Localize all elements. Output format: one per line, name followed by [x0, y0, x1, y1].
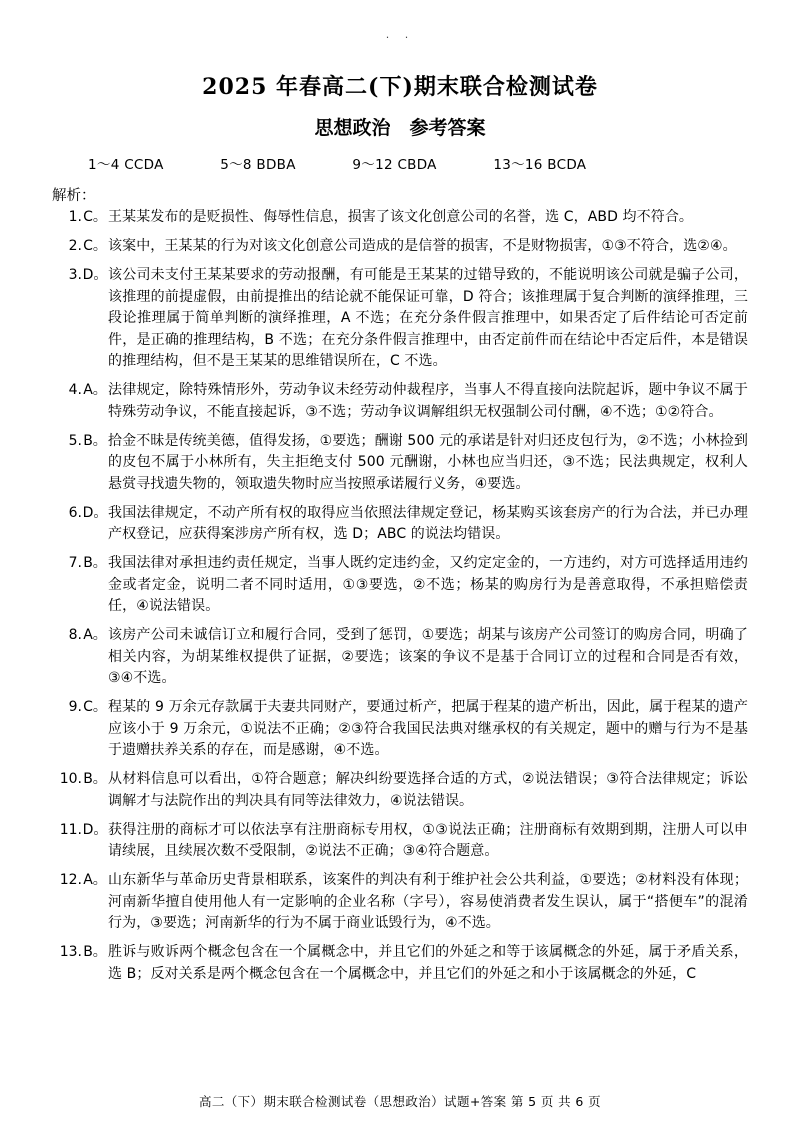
item-answer: D。	[82, 504, 108, 521]
page-corner-marks: . .	[385, 28, 415, 41]
answer-key-group	[220, 153, 296, 173]
item-answer: A。	[83, 627, 107, 643]
analysis-item	[52, 207, 748, 229]
analysis-item	[52, 265, 748, 373]
item-explanation: 该公司未支付王某某要求的劳动报酬，有可能是王某某的过错导致的，不能说明该公司就是骗子公司，该推理的前提虚假，由前提推出的结论就不能保证可靠，D 符合；该推理属于复合判断的演绎推理，三段论推理属于简单判断的演绎推理，A 不选；在充分条件假言推理中，如果否定了后件结论可否定前件，是正确的推理结构，B 不选；在充分条件假言推理中，由否定前件而在结论中否定后件，本是错误的推理结构，但不是王某某的思维错误所在，C 不选。	[108, 267, 748, 369]
item-number: 1.	[68, 209, 82, 225]
analysis-item	[52, 380, 748, 423]
item-number: 3.	[68, 267, 82, 283]
item-answer: C。	[83, 238, 107, 254]
item-explanation: 我国法律对承担违约责任规定，当事人既约定违约金，又约定定金的，一方违约，对方可选择适用违约金或者定金，说明二者不同时适用，①③要选，②不选；杨某的购房行为是善意取得，不承担赔偿责任，④说法错误。	[108, 555, 748, 614]
item-explanation: 获得注册的商标才可以依法享有注册商标专用权，①③说法正确；注册商标有效期到期，注册人可以申请续展，且续展次数不受限制，②说法不正确；③④符合题意。	[108, 821, 748, 859]
item-number: 11.	[59, 821, 82, 838]
item-explanation: 该房产公司未诚信订立和履行合同，受到了惩罚，①要选；胡某与该房产公司签订的购房合同，明确了相关内容，为胡某维权提供了证据，②要选；该案的争议不是基于合同订立的过程和合同是否有效，③④不选。	[108, 627, 748, 686]
item-explanation: 该案中，王某某的行为对该文化创意公司造成的是信誉的损害，不是财物损害，①③不符合，选②④。	[108, 238, 737, 254]
item-number: 6.	[68, 504, 82, 521]
item-explanation: 山东新华与革命历史背景相联系，该案件的判决有利于维护社会公共利益，①要选；②材料没有体现；河南新华擅自使用他人有一定影响的企业名称（字号），容易使消费者发生误认，属于“搭便车”的混淆行为，③要选；河南新华的行为不属于商业诋毁行为，④不选。	[108, 872, 748, 931]
page-subtitle: 思想政治 参考答案	[314, 117, 486, 139]
analysis-item-list	[52, 207, 748, 985]
answer-key-range: 13～16	[493, 157, 543, 173]
answer-key-group	[352, 153, 436, 173]
answer-key-answers: BDBA	[256, 157, 296, 173]
answer-key-answers: CCDA	[124, 157, 164, 173]
item-number: 13.	[59, 944, 82, 960]
item-number: 2.	[68, 238, 82, 254]
page-title: 2025 年春高二(下)期末联合检测试卷	[202, 74, 598, 100]
item-number: 5.	[68, 432, 82, 449]
answer-key-range: 5～8	[220, 157, 252, 173]
analysis-item	[52, 431, 748, 496]
page-footer: 高二（下）期末联合检测试卷（思想政治）试题+答案 第 5 页 共 6 页	[198, 1094, 602, 1109]
analysis-item	[52, 625, 748, 690]
analysis-section-label: 解析：	[52, 188, 96, 204]
item-answer: B。	[83, 555, 107, 571]
item-explanation: 法律规定，除特殊情形外，劳动争议未经劳动仲裁程序，当事人不得直接向法院起诉，题中争议不属于特殊劳动争议，不能直接起诉，③不选；劳动争议调解组织无权强制公司付酬，④不选；①②符合。	[108, 382, 748, 420]
item-answer: B。	[83, 944, 107, 960]
analysis-item	[52, 553, 748, 618]
analysis-item	[52, 769, 748, 812]
item-answer: D。	[82, 821, 108, 838]
answer-key-group	[493, 153, 586, 173]
item-answer: D。	[82, 267, 108, 283]
analysis-item	[52, 236, 748, 258]
item-explanation: 胜诉与败诉两个概念包含在一个属概念中，并且它们的外延之和等于该属概念的外延，属于矛盾关系，选 B；反对关系是两个概念包含在一个属概念中，并且它们的外延之和小于该属概念的外延，C	[108, 944, 748, 982]
item-explanation: 王某某发布的是贬损性、侮辱性信息，损害了该文化创意公司的名誉，选 C，ABD 均不符合。	[108, 209, 694, 225]
item-answer: B。	[83, 771, 107, 787]
item-answer: A。	[83, 382, 107, 398]
analysis-item	[52, 870, 748, 935]
item-explanation: 程某的 9 万余元存款属于夫妻共同财产，要通过析产，把属于程某的遗产析出，因此，属于程某的遗产应该小于 9 万余元，①说法不正确；②③符合我国民法典对继承权的有关规定，题中的赠与行为不是基于遗赠扶养关系的存在，而是感谢，④不选。	[108, 699, 748, 758]
item-number: 12.	[59, 872, 82, 888]
analysis-item	[52, 942, 748, 985]
item-number: 4.	[68, 382, 82, 398]
answer-key-answers: BCDA	[547, 157, 587, 173]
answer-key-row	[52, 153, 748, 173]
item-answer: A。	[83, 872, 107, 888]
item-number: 7.	[68, 555, 82, 571]
item-number: 8.	[68, 627, 82, 643]
item-number: 10.	[59, 771, 82, 787]
item-answer: B。	[83, 432, 107, 449]
item-number: 9.	[68, 699, 82, 715]
item-answer: C。	[83, 699, 107, 715]
item-explanation: 从材料信息可以看出，①符合题意；解决纠纷要选择合适的方式，②说法错误；③符合法律规定；诉讼调解才与法院作出的判决具有同等法律效力，④说法错误。	[108, 771, 748, 809]
analysis-item	[52, 820, 748, 863]
answer-key-answers: CBDA	[397, 157, 437, 173]
analysis-item	[52, 697, 748, 762]
item-explanation: 我国法律规定，不动产所有权的取得应当依照法律规定登记，杨某购买该套房产的行为合法，并已办理产权登记，应获得案涉房产所有权，选 D；ABC 的说法均错误。	[108, 504, 748, 542]
answer-key-range: 9～12	[352, 157, 393, 173]
item-explanation: 拾金不昧是传统美德，值得发扬，①要选；酬谢 500 元的承诺是针对归还皮包行为，②不选；小林捡到的皮包不属于小林所有，失主拒绝支付 500 元酬谢，小林也应当归还，③不选；民法典规定，权利人悬赏寻找遗失物的，领取遗失物时应当按照承诺履行义务，④要选。	[108, 432, 748, 492]
answer-key-range: 1～4	[88, 157, 120, 173]
analysis-item	[52, 503, 748, 546]
item-answer: C。	[83, 209, 107, 225]
answer-key-group	[88, 153, 164, 173]
